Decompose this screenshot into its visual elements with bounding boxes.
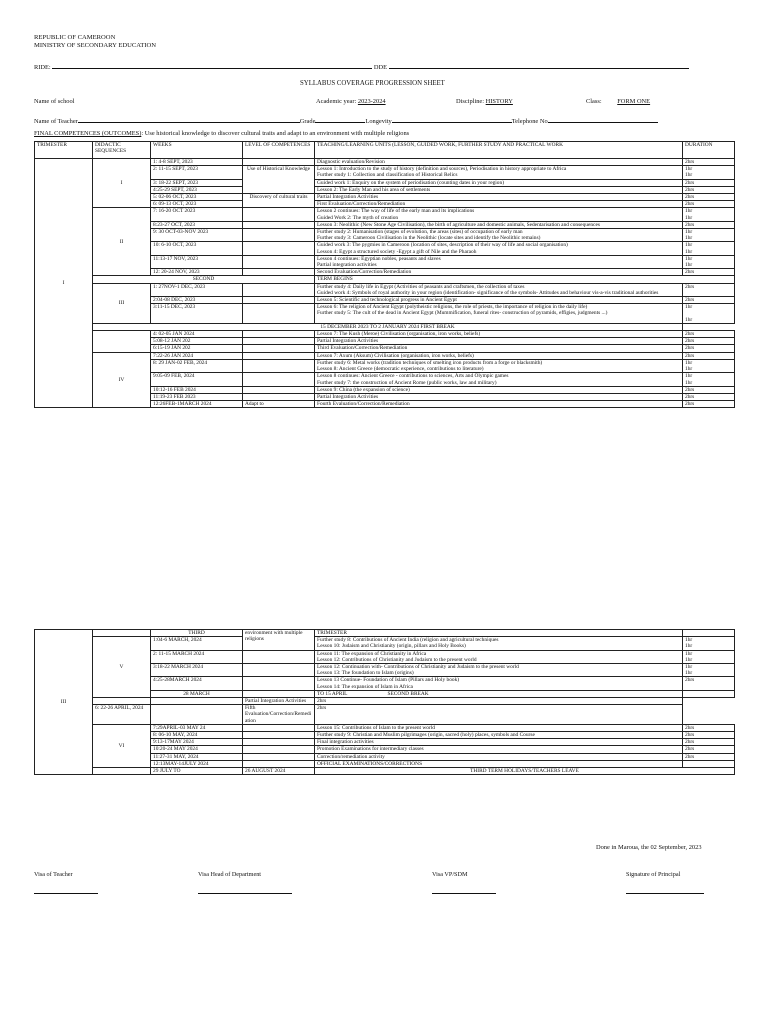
class-label: Class:	[586, 98, 602, 105]
week-cell: 8: 06-10 MAY, 2024	[151, 732, 243, 739]
table-row	[35, 208, 735, 221]
competence-cell	[243, 283, 315, 296]
duration-cell: 2hrs	[683, 345, 735, 352]
table-row	[35, 159, 735, 166]
trimester-word: TRIMESTER	[315, 630, 683, 637]
competence-cell	[243, 242, 315, 255]
duration-cell: 2hrs	[683, 352, 735, 359]
grade-label: Grade	[299, 118, 316, 125]
unit-cell: Further study 6: Metal works (tradition techniques of smelting iron products from a forge or blacksmith) Lesson 8: Ancient Greece (democratic experience, contributions to literature)	[315, 359, 683, 372]
duration-cell: 2hrs	[315, 698, 683, 705]
competence-cell	[243, 221, 315, 228]
week-cell: 11:19-23 FEB 2023	[151, 393, 243, 400]
duration-cell: 1hr 1hr	[683, 242, 735, 255]
competence-cell	[243, 255, 315, 268]
table-row	[35, 698, 735, 705]
visa-teacher-label: Visa of Teacher	[34, 871, 73, 878]
week-cell: 7:29APRIL-03 MAY 24	[151, 724, 243, 731]
competence-cell: Discovery of cultural traits	[243, 194, 315, 208]
unit-cell: Guided work 3: The pygmies in Cameroon (location of sites, description of their way of life and social organisation) Lesson 4: Egypt a structured society -Egypt a gift of Nile and the Pharaoh	[315, 242, 683, 255]
competence-cell	[243, 732, 315, 739]
unit-cell: Lesson 11: The expansion of Christianity in Africa Lesson 12: Contributions of Christianity and Judaism to the present world	[315, 650, 683, 663]
duration-cell: 1hr 1hr	[683, 664, 735, 677]
visa-hod	[198, 871, 292, 894]
week-cell: 5: 02-06 OCT, 2023	[151, 194, 243, 201]
competence-cell	[151, 698, 243, 705]
unit-cell: Lesson 7: The Kush (Meroe) Civilisation (organisation, iron works, beliefs)	[315, 331, 683, 338]
column-header: TEACHING/LEARNING UNITS (LESSON, GUIDED WORK, FURTHER STUDY AND PRACTICAL WORK	[315, 142, 683, 159]
duration-cell: 2hrs	[683, 201, 735, 208]
competence-cell	[243, 677, 315, 690]
duration-cell: 2hrs	[683, 338, 735, 345]
unit-cell: Third Evaluation/Correction/Remediation	[315, 345, 683, 352]
unit-cell: Lesson 6: The religion of Ancient Egypt (polytheistic religions, the role of priests, the importance of religion in the daily life) Further study 5: The cult of the dead in Ancient Egypt (Mummification, funeral rites- construction of pyramids, effigies, judgments ...)	[315, 304, 683, 324]
week-cell: 6: 22-26 APRIL, 2024	[93, 705, 151, 725]
sequence-cell	[93, 331, 151, 353]
unit-cell: Further study 9: Christian and Muslim pilgrimages (origin, sacred (holy) places, symbols and Course	[315, 732, 683, 739]
duration-cell: 2hrs	[683, 179, 735, 186]
duration-cell	[683, 690, 735, 697]
break-start: 28 MARCH	[151, 690, 243, 697]
unit-cell: Lesson 7: Axum (Aksum) Civilisation (organisation, iron works, beliefs)	[315, 352, 683, 359]
week-cell: 3: 18-22 SEPT, 2023	[151, 179, 243, 186]
break-end: TO 15 APRIL	[317, 690, 348, 697]
week-cell: 5:08-12 JAN 202	[151, 338, 243, 345]
duration-cell: 1hr 1hr	[683, 208, 735, 221]
unit-cell: Lesson 9: China (the expansion of science)	[315, 386, 683, 393]
duration-cell: 1hr 1hr	[683, 229, 735, 242]
duration-cell: 2hrs	[683, 269, 735, 276]
week-cell: 9: 30 OCT-03-NOV 2023	[151, 229, 243, 242]
term-begins-row	[35, 276, 735, 283]
telephone-label: Telephone No	[511, 118, 548, 125]
table-header-row	[35, 142, 735, 159]
week-cell: 11:27-31 MAY, 2024	[151, 753, 243, 760]
class-value: FORM ONE	[617, 98, 651, 105]
duration-cell: 2hrs	[683, 297, 735, 304]
week-cell: 3:18-22 MARCH 2024	[151, 664, 243, 677]
sequence-cell: II	[93, 208, 151, 276]
week-cell: 10: 6-10 OCT, 2023	[151, 242, 243, 255]
duration-cell: 1hr 1hr	[683, 637, 735, 650]
unit-cell: Partial Integration Activities	[243, 698, 315, 705]
week-cell: 12: 20-24 NOV, 2023	[151, 269, 243, 276]
sequence-cell: I	[93, 159, 151, 208]
unit-cell: Lesson 5: Scientific and technological progress in Ancient Egypt	[315, 297, 683, 304]
competence-cell	[243, 229, 315, 242]
duration-cell: 2hrs	[683, 677, 735, 690]
visa-vp	[432, 871, 496, 894]
column-header: TRIMESTER	[35, 142, 93, 159]
competence-cell	[243, 746, 315, 753]
visa-teacher	[34, 871, 98, 894]
ride-label: RIDE:	[34, 64, 51, 71]
trimester-cell: III	[35, 630, 93, 775]
week-cell: 12:13MAY-14JULY 2024	[151, 760, 243, 767]
sequence-cell	[93, 768, 151, 775]
week-cell: 6: 09-13 OCT, 2023	[151, 201, 243, 208]
page-title: SYLLABUS COVERAGE PROGRESSION SHEET	[300, 80, 445, 87]
week-cell: 12:26FEB-1MARCH 2024	[151, 401, 243, 408]
table-row	[35, 352, 735, 359]
table-row	[35, 637, 735, 650]
week-cell: 9:05-09 FEB, 2024	[151, 373, 243, 386]
republic-label: REPUBLIC OF CAMEROON	[34, 34, 116, 41]
duration-cell: 2hrs	[683, 186, 735, 193]
unit-cell: Final integration activities	[315, 739, 683, 746]
term-begins-label: TERM BEGINS	[315, 276, 735, 283]
week-cell: 10:20-24 MAY 2024	[151, 746, 243, 753]
competence-cell	[243, 690, 315, 697]
visa-hod-label: Visa Head of Department	[198, 871, 262, 878]
duration-cell: 2hrs	[683, 393, 735, 400]
competence-cell	[243, 208, 315, 221]
week-cell: 4: 02-05 JAN 2024	[151, 331, 243, 338]
table-row	[35, 283, 735, 296]
term-header-row	[35, 630, 735, 637]
competence-cell: Adapt to	[243, 401, 315, 408]
third-label: THIRD	[151, 630, 243, 637]
competence-cell	[243, 664, 315, 677]
unit-cell: Promotion Examinations for intermediary classes	[315, 746, 683, 753]
unit-cell: Fourth Evaluation/Correction/Remediation	[315, 401, 683, 408]
column-header: DURATION	[683, 142, 735, 159]
duration-cell: 1hr 1hr	[683, 255, 735, 268]
duration-cell: 2hrs	[683, 159, 735, 166]
duration-cell: 2hrs	[683, 724, 735, 731]
break-row	[35, 323, 735, 330]
discipline-label: Discipline:	[456, 98, 485, 105]
duration-cell	[683, 630, 735, 637]
duration-cell	[683, 760, 735, 767]
column-header: DIDACTIC SEQUENCES	[93, 142, 151, 159]
duration-cell: 1hr 1hr	[683, 304, 735, 324]
unit-cell: Further study 2: Humanisation (stages of evolution, the areas (sites) of occupation of early man Further study 3: Cameroon Civilisation in the Neolithic (locate sites and identify the Neolithic remains)	[315, 229, 683, 242]
unit-cell: Partial Integration Activities	[315, 338, 683, 345]
table-row	[35, 705, 735, 725]
duration-cell: 1hr 1hr	[683, 166, 735, 179]
unit-cell: Lesson 12: Continuation with- Contributions of Christianity and Judaism to the present world Lesson 13: The foundation to Islam (origins)	[315, 664, 683, 677]
week-cell: 1: 4-8 SEPT, 2023	[151, 159, 243, 166]
year-value: 2023-2024	[357, 98, 386, 105]
unit-cell: First Evaluation/Correction/Remediation	[315, 201, 683, 208]
discipline	[456, 98, 513, 105]
sequence-cell: III	[93, 283, 151, 323]
week-cell: 11:13-17 NOV, 2023	[151, 255, 243, 268]
done-at: Done in Maroua, the 02 September, 2023	[596, 844, 702, 851]
unit-cell: Lesson 13 Continue- Foundation of Islam (Pillars and Holy book) Lesson 14: The expansion of Islam in Africa	[315, 677, 683, 690]
column-header: LEVEL OF COMPETENCES	[243, 142, 315, 159]
competence-cell	[243, 352, 315, 359]
competence-cell	[243, 304, 315, 324]
trimester-cell: I	[35, 159, 93, 408]
holiday-start: 29 JULY TO	[151, 768, 243, 775]
unit-cell: Partial Integration Activities	[315, 194, 683, 201]
duration-cell: 2hrs	[683, 283, 735, 296]
competence-cell	[243, 297, 315, 304]
week-cell: 3:11-15 DEC, 2023	[151, 304, 243, 324]
week-cell: 1: 27NOV-1 DEC, 2023	[151, 283, 243, 296]
week-cell: 4:25-29 SEPT, 2023	[151, 186, 243, 193]
week-cell: 4:25-28MARCH 2024	[151, 677, 243, 690]
duration-cell: 2hrs	[683, 739, 735, 746]
longevity-label: Longevity	[365, 118, 392, 125]
duration-cell: 2hrs	[683, 386, 735, 393]
second-label: SECOND	[93, 276, 315, 283]
duration-cell: 2hrs	[315, 705, 683, 725]
week-cell: 2: 11-15 MARCH 2024	[151, 650, 243, 663]
unit-cell: Lesson 3: Neolithic (New Stone Age Civilisation), the birth of agriculture and domestic animals, Sedentarisation and consequences	[315, 221, 683, 228]
competence-cell	[243, 359, 315, 372]
duration-cell: 1hr 1hr	[683, 650, 735, 663]
ride-line	[34, 62, 689, 71]
sequence-cell: V	[93, 637, 151, 698]
week-cell: 2:04-08 DEC, 2023	[151, 297, 243, 304]
syllabus-table-2	[34, 629, 735, 775]
duration-cell: 1hr 1hr	[683, 359, 735, 372]
week-cell: 8:23-27 OCT, 2023	[151, 221, 243, 228]
principal-signature	[626, 871, 704, 894]
week-cell: 2: 11-15 SEPT, 2023	[151, 166, 243, 179]
holidays-label: THIRD TERM HOLIDAYS/TEACHERS LEAVE	[315, 768, 735, 775]
visa-vp-label: Visa VP/SDM	[432, 871, 468, 878]
week-cell: 7: 16-20 OCT 2023	[151, 208, 243, 221]
duration-cell: 2hrs	[683, 221, 735, 228]
holiday-end: 26 AUGUST 2024	[243, 768, 315, 775]
competence-cell	[243, 345, 315, 352]
column-header: WEEKS	[151, 142, 243, 159]
teacher-label: Name of Teacher	[34, 118, 78, 125]
dde-label: DDE	[373, 64, 388, 71]
unit-cell: Lesson 2: The Early Man and his area of settlements	[315, 186, 683, 193]
unit-cell: Second Evaluation/Correction/Remediation	[315, 269, 683, 276]
duration-cell: 2hrs	[683, 753, 735, 760]
competence-cell	[243, 393, 315, 400]
duration-cell: 1hr 1hr	[683, 373, 735, 386]
sequence-cell	[93, 630, 151, 637]
competence-cell: environment with multiple religions	[243, 630, 315, 651]
unit-cell: Partial Integration Activities	[315, 393, 683, 400]
week-cell: 10:12-16 FEB 2024	[151, 386, 243, 393]
unit-cell: Further study 4: Daily life in Egypt (Activities of peasants and craftsmen, the collection of taxes Guided work 4: Symbols of royal authority in your region (identification- significance of the symbols- Attitudes and behaviour vis-a-vis traditional authorities	[315, 283, 683, 296]
competence-cell	[243, 724, 315, 731]
competence-cell	[243, 739, 315, 746]
syllabus-table-1	[34, 141, 735, 408]
competence-cell	[243, 159, 315, 166]
week-cell: 8: 29 JAN-02 FEB, 2024	[151, 359, 243, 372]
competence-cell	[243, 650, 315, 663]
unit-cell: Lesson 15: Contributions of Islam to the present world	[315, 724, 683, 731]
unit-cell: Diagnostic evaluation/Revision	[315, 159, 683, 166]
week-cell: 1:04-6 MARCH, 2024	[151, 637, 243, 650]
week-cell: 7:22-26 JAN 2024	[151, 352, 243, 359]
second-break: SECOND BREAK	[387, 690, 429, 697]
unit-cell: Fifth Evaluation/Correction/Remediation	[243, 705, 315, 725]
competence-cell	[243, 760, 315, 767]
competence-cell	[243, 753, 315, 760]
duration-cell: 2hrs	[683, 194, 735, 201]
break-label	[315, 690, 683, 697]
year-label: Academic year:	[316, 98, 357, 105]
competence-label: FINAL COMPETENCES (OUTCOMES)	[34, 130, 142, 137]
duration-cell: 2hrs	[683, 746, 735, 753]
competence-cell	[243, 269, 315, 276]
duration-cell: 2hrs	[683, 401, 735, 408]
week-cell	[93, 698, 151, 705]
duration-cell: 2hrs	[683, 331, 735, 338]
ministry-label: MINISTRY OF SECONDARY EDUCATION	[34, 42, 157, 49]
unit-cell: Correction/remediation activity	[315, 753, 683, 760]
sequence-cell: IV	[93, 352, 151, 408]
competence-cell: Use of Historical Knowledge	[243, 166, 315, 194]
unit-cell: Guided work 1: Enquiry on the system of periodisation (counting dates in your region)	[315, 179, 683, 186]
competence-cell	[243, 386, 315, 393]
table-row	[35, 331, 735, 338]
week-cell: 9:13-17MAY 2024	[151, 739, 243, 746]
competence-line	[34, 130, 409, 137]
holiday-row	[35, 768, 735, 775]
unit-cell: Lesson 1: Introduction to the study of history (definition and sources), Periodisation in history appropriate to Africa Further study 1: Collection and classification of Historical Relics	[315, 166, 683, 179]
table-row	[35, 724, 735, 731]
signature-label: Signature of Principal	[626, 871, 681, 878]
sequence-cell: VI	[93, 724, 151, 767]
unit-cell: Lesson 8 continues: Ancient Greece - contributions to sciences, Arts and Olympic games Further study 7: the construction of Ancient Rome (public works, law and military)	[315, 373, 683, 386]
break-label: 15 DECEMBER 2023 TO 2 JANUARY 2024 FIRST BREAK	[93, 323, 683, 330]
unit-cell: Lesson 4 continues: Egyptian nobles, peasants and slaves Partial integration activities	[315, 255, 683, 268]
class	[586, 98, 650, 105]
teacher-line	[34, 116, 658, 125]
competence-cell	[151, 705, 243, 725]
week-cell: 6:15-19 JAN 202	[151, 345, 243, 352]
academic-year	[316, 98, 386, 105]
official-exams: OFFICIAL EXAMINATIONS/CORRECTIONS	[315, 760, 683, 767]
unit-cell: Lesson 2 continues: The way of life of the early man and its implications Guided Work 2: The myth of creation	[315, 208, 683, 221]
unit-cell: Further study 8: Contributions of Ancient India (religion and agricultural techniques Lesson 10: Judaism and Christianity (origin, pillars and Holy Books)	[315, 637, 683, 650]
competence-cell	[243, 373, 315, 386]
school-label: Name of school	[34, 98, 75, 105]
competence-cell	[243, 331, 315, 338]
duration-cell: 2hrs	[683, 732, 735, 739]
discipline-value: HISTORY	[485, 98, 513, 105]
competence-text: : Use historical knowledge to discover cultural traits and adapt to an environment with multiple religions	[141, 130, 410, 137]
competence-cell	[243, 338, 315, 345]
